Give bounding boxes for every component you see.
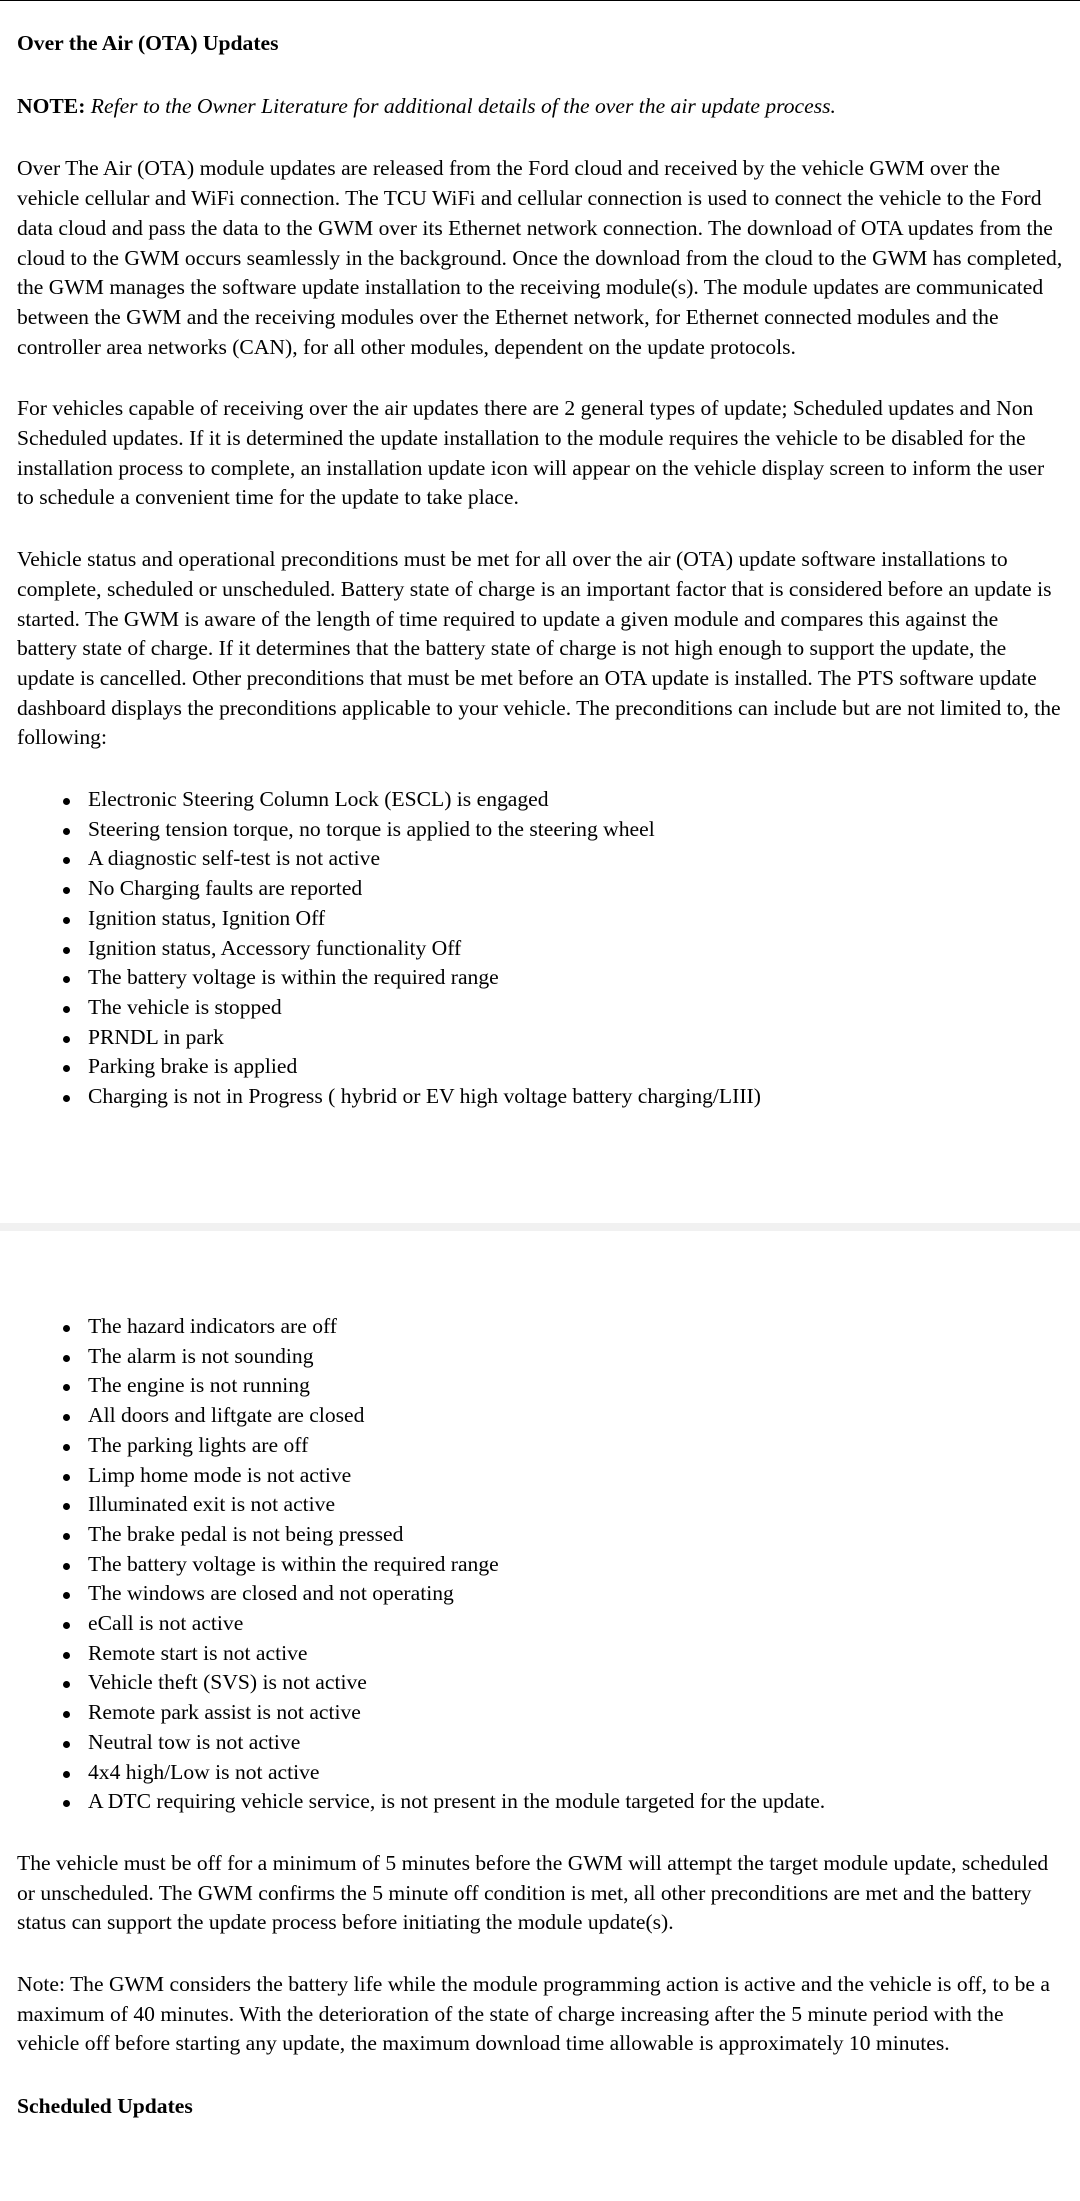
list-item: eCall is not active <box>17 1609 1063 1639</box>
preconditions-list-part-2 <box>17 1312 1063 1817</box>
list-item: All doors and liftgate are closed <box>17 1401 1063 1431</box>
list-item: Steering tension torque, no torque is applied to the steering wheel <box>17 815 1063 845</box>
list-item: Parking brake is applied <box>17 1052 1063 1082</box>
list-item: Vehicle theft (SVS) is not active <box>17 1668 1063 1698</box>
list-item: The vehicle is stopped <box>17 993 1063 1023</box>
note-label: NOTE: <box>17 93 86 118</box>
subsection-heading-scheduled-updates: Scheduled Updates <box>17 2094 193 2119</box>
list-item: No Charging faults are reported <box>17 874 1063 904</box>
note-paragraph <box>17 92 1063 122</box>
list-item: The brake pedal is not being pressed <box>17 1520 1063 1550</box>
page-1-content <box>17 29 1063 1112</box>
note-text: Refer to the Owner Literature for additional details of the over the air update process. <box>90 93 836 118</box>
list-item: Neutral tow is not active <box>17 1728 1063 1758</box>
list-item: The parking lights are off <box>17 1431 1063 1461</box>
list-item: The battery voltage is within the required range <box>17 963 1063 993</box>
list-item: Ignition status, Accessory functionality Off <box>17 934 1063 964</box>
list-item: Remote park assist is not active <box>17 1698 1063 1728</box>
list-item: Charging is not in Progress ( hybrid or EV high voltage battery charging/LIII) <box>17 1082 1063 1112</box>
list-item: Remote start is not active <box>17 1639 1063 1669</box>
body-paragraph-update-types: For vehicles capable of receiving over the air updates there are 2 general types of update; Scheduled updates and Non Scheduled updates. If it is determined the update installation to the module requires the vehicle to be disabled for the installation process to complete, an installation update icon will appear on the vehicle display screen to inform the user to schedule a convenient time for the update to take place. <box>17 396 1045 510</box>
list-item: A DTC requiring vehicle service, is not present in the module targeted for the update. <box>17 1787 1063 1817</box>
list-item: The engine is not running <box>17 1371 1063 1401</box>
list-item: Ignition status, Ignition Off <box>17 904 1063 934</box>
list-item: The windows are closed and not operating <box>17 1579 1063 1609</box>
document-page-1 <box>0 1 1080 1223</box>
list-item: The alarm is not sounding <box>17 1342 1063 1372</box>
list-item: The battery voltage is within the required range <box>17 1550 1063 1580</box>
section-heading: Over the Air (OTA) Updates <box>17 31 279 55</box>
list-item: Electronic Steering Column Lock (ESCL) is engaged <box>17 785 1063 815</box>
body-paragraph-battery-note: Note: The GWM considers the battery life while the module programming action is active and the vehicle is off, to be a maximum of 40 minutes. With the deterioration of the state of charge increasing after the 5 minute period with the vehicle off before starting any update, the maximum download time allowable is approximately 10 minutes. <box>17 1972 1050 2056</box>
list-item: PRNDL in park <box>17 1023 1063 1053</box>
body-paragraph-ota-overview: Over The Air (OTA) module updates are released from the Ford cloud and received by the vehicle GWM over the vehicle cellular and WiFi connection. The TCU WiFi and cellular connection is used to connect the vehicle to the Ford data cloud and pass the data to the GWM over its Ethernet network connection. The download of OTA updates from the cloud to the GWM occurs seamlessly in the background. Once the download from the cloud to the GWM has completed, the GWM manages the software update installation to the receiving module(s). The module updates are communicated between the GWM and the receiving modules over the Ethernet network, for Ethernet connected modules and the controller area networks (CAN), for all other modules, dependent on the update protocols. <box>17 156 1063 359</box>
list-item: A diagnostic self-test is not active <box>17 844 1063 874</box>
list-item: The hazard indicators are off <box>17 1312 1063 1342</box>
list-item: Limp home mode is not active <box>17 1461 1063 1491</box>
list-item: 4x4 high/Low is not active <box>17 1758 1063 1788</box>
page-separator <box>0 1223 1080 1231</box>
preconditions-list-part-1 <box>17 785 1063 1112</box>
page-2-content <box>17 1312 1063 2122</box>
list-item: Illuminated exit is not active <box>17 1490 1063 1520</box>
document-page-2 <box>0 1231 1080 2201</box>
body-paragraph-preconditions: Vehicle status and operational preconditions must be met for all over the air (OTA) update software installations to complete, scheduled or unscheduled. Battery state of charge is an important factor that is considered before an update is started. The GWM is aware of the length of time required to update a given module and compares this against the battery state of charge. If it determines that the battery state of charge is not high enough to support the update, the update is cancelled. Other preconditions that must be met before an OTA update is installed. The PTS software update dashboard displays the preconditions applicable to your vehicle. The preconditions can include but are not limited to, the following: <box>17 547 1061 750</box>
body-paragraph-five-minute-rule: The vehicle must be off for a minimum of 5 minutes before the GWM will attempt the target module update, scheduled or unscheduled. The GWM confirms the 5 minute off condition is met, all other preconditions are met and the battery status can support the update process before initiating the module update(s). <box>17 1850 1049 1935</box>
